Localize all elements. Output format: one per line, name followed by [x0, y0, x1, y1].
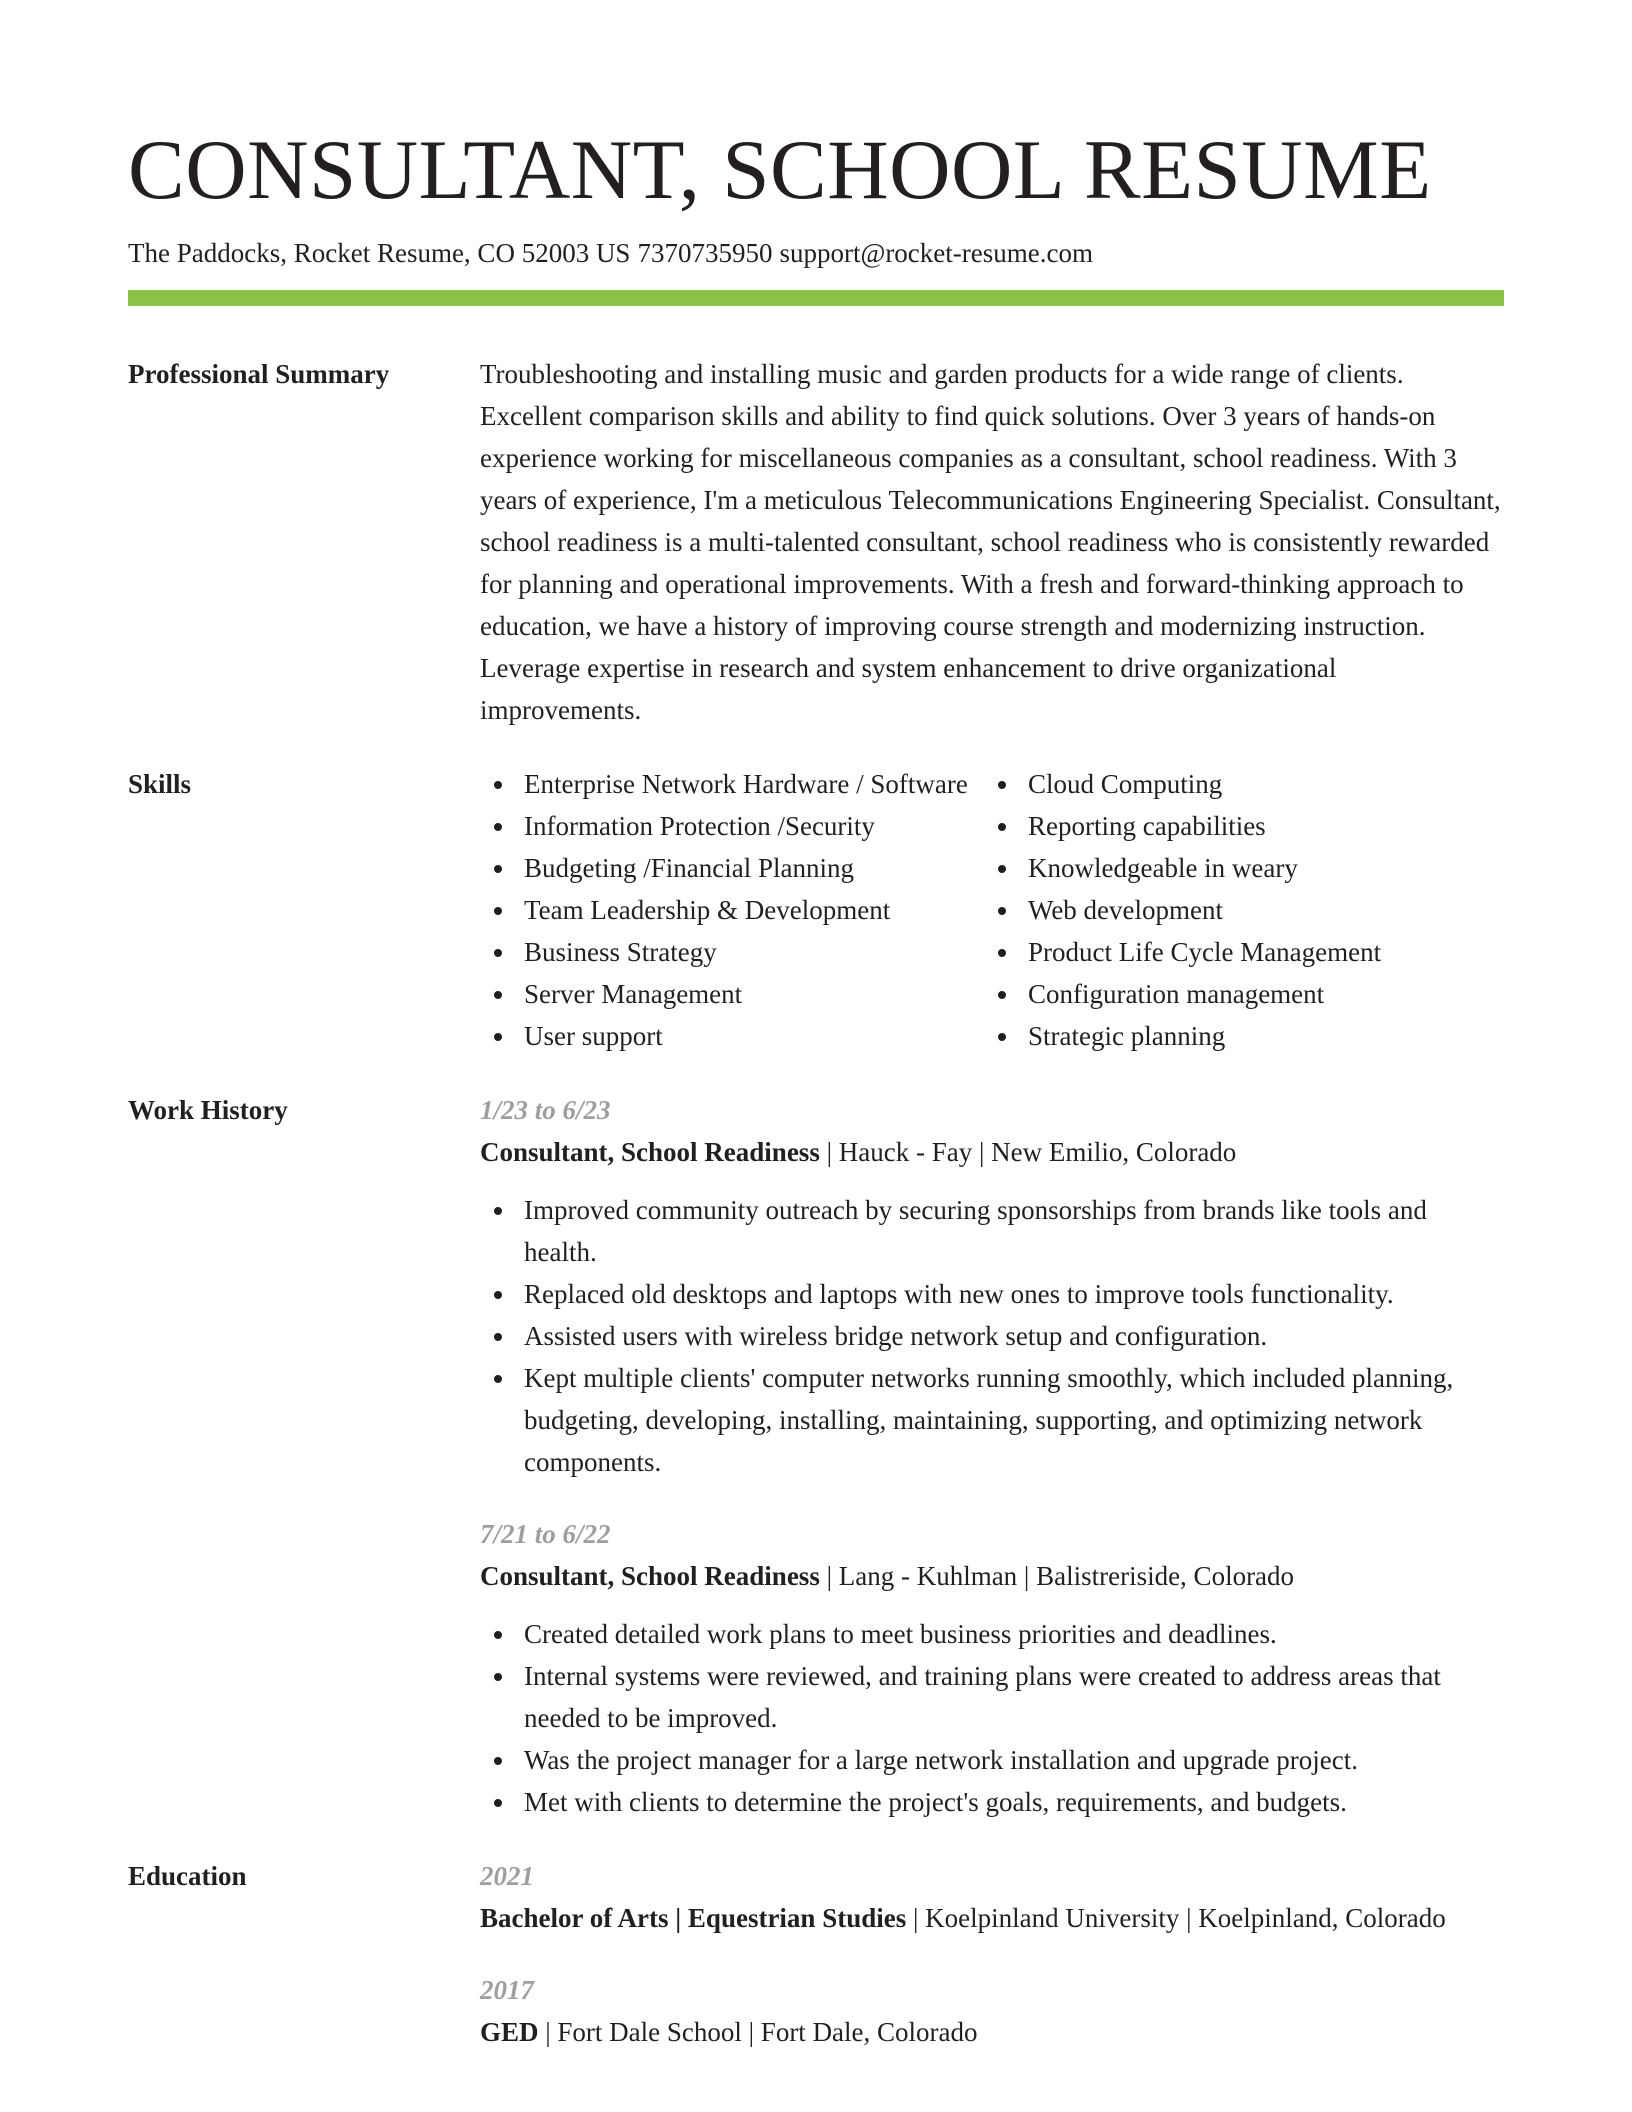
- education-degree: Bachelor of Arts | Equestrian Studies: [480, 1903, 907, 1933]
- education-details: | Fort Dale School | Fort Dale, Colorado: [538, 2017, 978, 2047]
- job-bullet: Created detailed work plans to meet business priorities and deadlines.: [480, 1613, 1504, 1655]
- skill-item: Strategic planning: [984, 1015, 1381, 1057]
- job-bullet: Assisted users with wireless bridge network setup and configuration.: [480, 1315, 1504, 1357]
- education-title-line: [480, 1897, 1504, 1939]
- skills-column-right: [984, 763, 1381, 1057]
- resume-title: CONSULTANT, SCHOOL RESUME: [128, 123, 1432, 217]
- skill-item: Knowledgeable in weary: [984, 847, 1381, 889]
- job-entry: [480, 1089, 1504, 1483]
- job-details: | Lang - Kuhlman | Balistreriside, Colorado: [819, 1561, 1295, 1591]
- work-history-section: [128, 1089, 1504, 1823]
- skill-item: Configuration management: [984, 973, 1381, 1015]
- skill-item: Team Leadership & Development: [480, 889, 984, 931]
- section-heading-education: Education: [128, 1861, 247, 1891]
- education-entry: [480, 1855, 1504, 1939]
- job-date: 1/23 to 6/23: [480, 1095, 611, 1125]
- skill-item: Information Protection /Security: [480, 805, 984, 847]
- summary-body: [480, 353, 1504, 731]
- job-details: | Hauck - Fay | New Emilio, Colorado: [819, 1137, 1237, 1167]
- job-title-line: [480, 1131, 1504, 1173]
- job-bullet: Replaced old desktops and laptops with new ones to improve tools functionality.: [480, 1273, 1504, 1315]
- summary-section: [128, 353, 1504, 731]
- skill-item: Reporting capabilities: [984, 805, 1381, 847]
- skill-item: Cloud Computing: [984, 763, 1381, 805]
- skill-item: User support: [480, 1015, 984, 1057]
- skills-list: [480, 763, 1504, 1057]
- skill-item: Product Life Cycle Management: [984, 931, 1381, 973]
- job-title-line: [480, 1555, 1504, 1597]
- education-date: 2021: [480, 1861, 534, 1891]
- education-date: 2017: [480, 1975, 534, 2005]
- job-bullet: Was the project manager for a large network installation and upgrade project.: [480, 1739, 1504, 1781]
- job-bullets: [480, 1613, 1504, 1823]
- skill-item: Web development: [984, 889, 1381, 931]
- skill-item: Business Strategy: [480, 931, 984, 973]
- education-body: [480, 1855, 1504, 2053]
- job-date: 7/21 to 6/22: [480, 1519, 611, 1549]
- job-bullet: Met with clients to determine the project's goals, requirements, and budgets.: [480, 1781, 1504, 1823]
- skills-section: [128, 763, 1504, 1057]
- skills-column-left: [480, 763, 984, 1057]
- contact-phone: 7370735950: [637, 238, 773, 268]
- education-section: [128, 1855, 1504, 2053]
- section-heading-skills: Skills: [128, 769, 192, 799]
- job-bullets: [480, 1189, 1504, 1483]
- job-entry: [480, 1513, 1504, 1823]
- job-bullet: Internal systems were reviewed, and training plans were created to address areas that needed to be improved.: [480, 1655, 1504, 1739]
- contact-email: support@rocket-resume.com: [779, 238, 1093, 268]
- education-details: | Koelpinland University | Koelpinland, Colorado: [906, 1903, 1446, 1933]
- education-title-line: [480, 2011, 1504, 2053]
- contact-line: [128, 234, 1504, 272]
- skill-item: Enterprise Network Hardware / Software: [480, 763, 984, 805]
- section-heading-work: Work History: [128, 1095, 288, 1125]
- skill-item: Budgeting /Financial Planning: [480, 847, 984, 889]
- education-entry: [480, 1969, 1504, 2053]
- skill-item: Server Management: [480, 973, 984, 1015]
- job-bullet: Improved community outreach by securing sponsorships from brands like tools and health.: [480, 1189, 1504, 1273]
- job-title: Consultant, School Readiness: [480, 1561, 820, 1591]
- education-degree: GED: [480, 2017, 539, 2047]
- header-divider: [128, 290, 1504, 306]
- job-title: Consultant, School Readiness: [480, 1137, 820, 1167]
- contact-address: The Paddocks, Rocket Resume, CO 52003 US: [128, 238, 631, 268]
- summary-text: Troubleshooting and installing music and garden products for a wide range of clients. Excellent comparison skills and ability to find quick solutions. Over 3 years of hands-on experience working for miscellaneous companies as a consultant, school readiness. With 3 years of experience, I'm a meticulous Telecommunications Engineering Specialist. Consultant, school readiness is a multi-talented consultant, school readiness who is consistently rewarded for planning and operational improvements. With a fresh and forward-thinking approach to education, we have a history of improving course strength and modernizing instruction. Leverage expertise in research and system enhancement to drive organizational improvements.: [480, 359, 1501, 725]
- job-bullet: Kept multiple clients' computer networks running smoothly, which included planning, budgeting, developing, installing, maintaining, supporting, and optimizing network components.: [480, 1357, 1504, 1483]
- section-heading-summary: Professional Summary: [128, 359, 390, 389]
- work-history-body: [480, 1089, 1504, 1823]
